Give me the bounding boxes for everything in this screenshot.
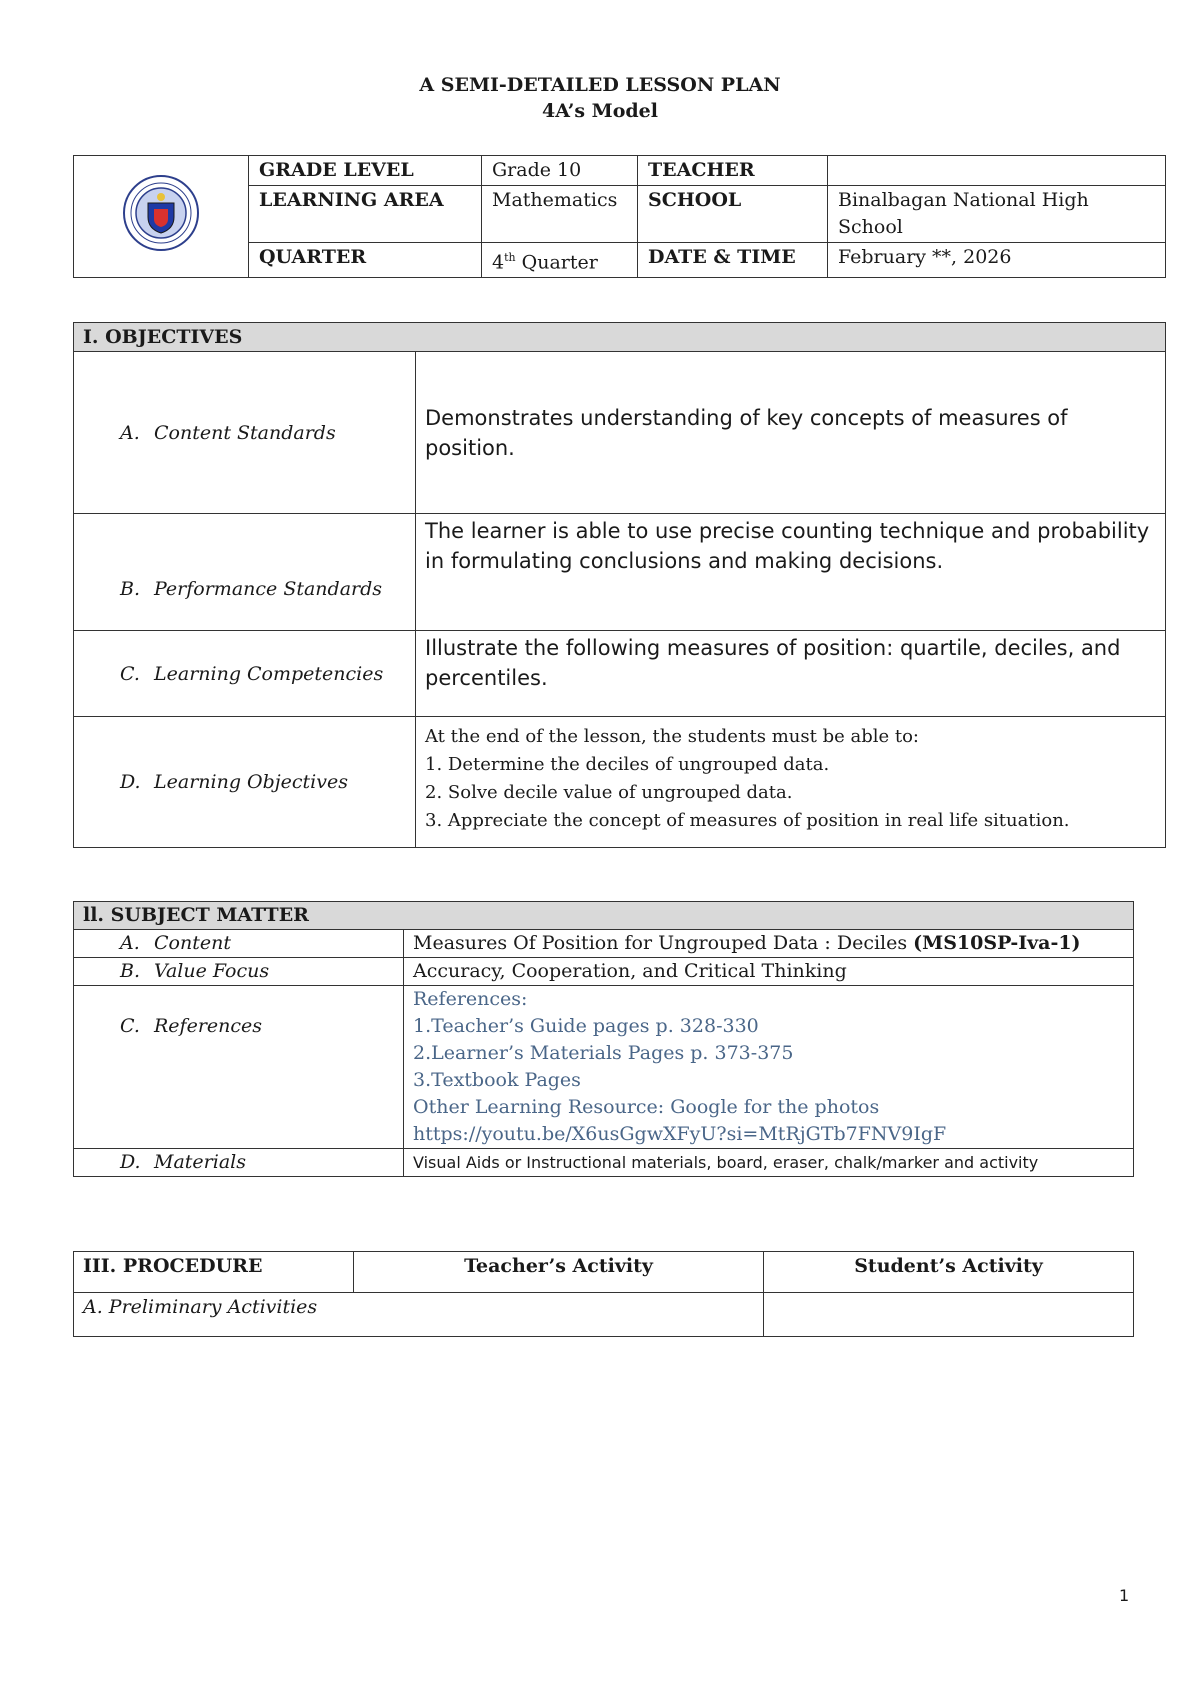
label-text: Content <box>154 932 231 954</box>
content-value <box>404 930 1134 958</box>
label-text: Value Focus <box>154 960 270 982</box>
content-standards-label <box>74 352 416 514</box>
quarter-value <box>482 243 638 278</box>
quarter-word: Quarter <box>515 251 598 274</box>
header-info-table <box>73 155 1166 278</box>
reference-item: Other Learning Resource: Google for the photos <box>413 1096 880 1118</box>
logo-cell <box>74 156 249 278</box>
quarter-number: 4 <box>492 251 505 274</box>
letter-b: B. <box>120 578 141 600</box>
reference-item: 1.Teacher’s Guide pages p. 328-330 <box>413 1015 759 1037</box>
content-topic: Measures Of Position for Ungrouped Data : Deciles <box>413 932 914 954</box>
materials-value: Visual Aids or Instructional materials, board, eraser, chalk/marker and activity <box>404 1149 1134 1177</box>
procedure-table <box>73 1251 1134 1337</box>
grade-level-value: Grade 10 <box>482 156 638 186</box>
title-line-1: A SEMI-DETAILED LESSON PLAN <box>419 74 781 96</box>
reference-link[interactable]: https://youtu.be/X6usGgwXFyU?si=MtRjGTb7FNV9IgF <box>413 1123 947 1145</box>
label-text: References <box>154 1015 263 1037</box>
performance-standards-text: The learner is able to use precise counting technique and probability in formulating conclusions and making decisions. <box>416 514 1166 631</box>
quarter-suffix: th <box>504 251 516 264</box>
references-list <box>404 986 1134 1149</box>
references-label <box>74 986 404 1149</box>
materials-label <box>74 1149 404 1177</box>
grade-level-label: GRADE LEVEL <box>249 156 482 186</box>
date-time-label: DATE & TIME <box>638 243 828 278</box>
teacher-label: TEACHER <box>638 156 828 186</box>
procedure-heading: III. PROCEDURE <box>74 1252 354 1293</box>
preliminary-activities-label: A. Preliminary Activities <box>74 1293 764 1337</box>
label-text: Content Standards <box>154 421 336 444</box>
letter-b: B. <box>120 960 141 982</box>
learning-competencies-text: Illustrate the following measures of position: quartile, deciles, and percentiles. <box>416 631 1166 717</box>
student-activity-header: Student’s Activity <box>764 1252 1134 1293</box>
teacher-activity-header: Teacher’s Activity <box>354 1252 764 1293</box>
content-standards-line-1: Demonstrates understanding of key concepts of measures of <box>425 405 1068 430</box>
objectives-table <box>73 322 1166 848</box>
label-text: Performance Standards <box>154 578 383 600</box>
value-focus-label <box>74 958 404 986</box>
label-text: Learning Competencies <box>154 662 384 685</box>
title-line-2: 4A’s Model <box>542 100 658 122</box>
performance-standards-label <box>74 514 416 631</box>
date-time-value: February **, 2026 <box>828 243 1166 278</box>
learning-area-value: Mathematics <box>482 186 638 243</box>
letter-d: D. <box>120 771 141 793</box>
deped-seal-logo <box>121 173 201 253</box>
subject-matter-heading: ll. SUBJECT MATTER <box>74 902 1134 930</box>
letter-a: A. <box>120 932 140 954</box>
reference-item: 2.Learner’s Materials Pages p. 373-375 <box>413 1042 794 1064</box>
competency-code: (MS10SP-Iva-1) <box>913 932 1081 954</box>
objectives-heading: I. OBJECTIVES <box>74 323 1166 352</box>
letter-c: C. <box>120 662 140 685</box>
letter-c: C. <box>120 1015 140 1037</box>
objective-item: 2. Solve decile value of ungrouped data. <box>425 782 793 803</box>
preliminary-activities-student-cell <box>764 1293 1134 1337</box>
document-title <box>0 72 1200 124</box>
learning-area-label: LEARNING AREA <box>249 186 482 243</box>
teacher-value <box>828 156 1166 186</box>
label-text: Learning Objectives <box>154 771 348 793</box>
school-label: SCHOOL <box>638 186 828 243</box>
objective-intro: At the end of the lesson, the students must be able to: <box>425 726 919 747</box>
reference-item: References: <box>413 988 528 1010</box>
quarter-label: QUARTER <box>249 243 482 278</box>
school-value: Binalbagan National High School <box>828 186 1166 243</box>
label-text: Materials <box>154 1151 246 1173</box>
learning-objectives-label <box>74 717 416 848</box>
learning-competencies-label <box>74 631 416 717</box>
content-standards-text <box>416 352 1166 514</box>
letter-d: D. <box>120 1151 141 1173</box>
reference-item: 3.Textbook Pages <box>413 1069 581 1091</box>
value-focus-value: Accuracy, Cooperation, and Critical Thinking <box>404 958 1134 986</box>
content-label <box>74 930 404 958</box>
page-number: 1 <box>1119 1586 1130 1605</box>
letter-a: A. <box>120 421 140 444</box>
objective-item: 3. Appreciate the concept of measures of position in real life situation. <box>425 810 1070 831</box>
objective-item: 1. Determine the deciles of ungrouped data. <box>425 754 830 775</box>
content-standards-line-2: position. <box>425 435 515 460</box>
subject-matter-table <box>73 901 1134 1177</box>
learning-objectives-text <box>416 717 1166 848</box>
